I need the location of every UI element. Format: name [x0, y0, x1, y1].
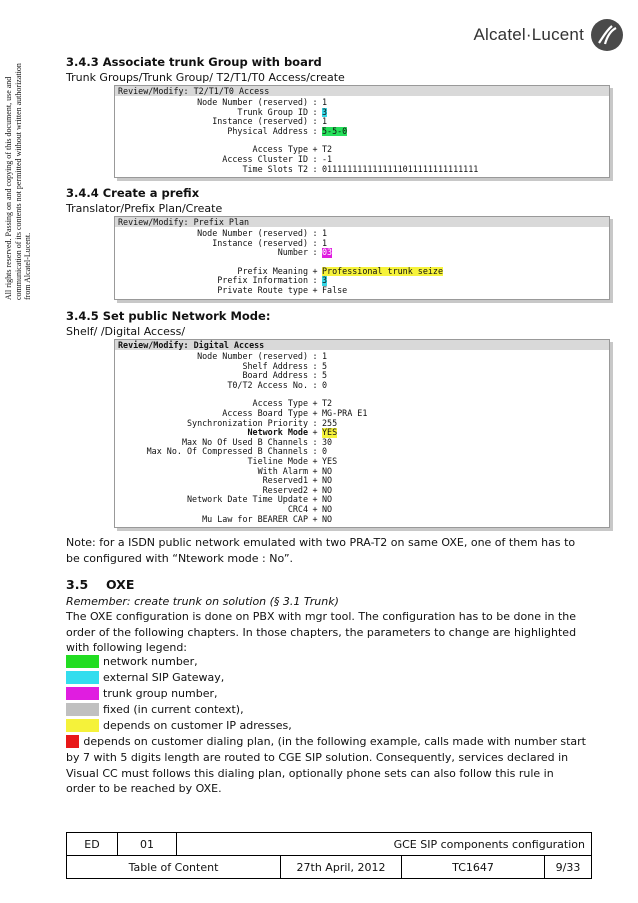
field-label: Network Date Time Update: [186, 494, 308, 505]
field-value: T2: [322, 398, 333, 409]
field-separator: :: [312, 436, 318, 447]
terminal-row: [115, 457, 609, 467]
terminal-row: [115, 505, 609, 515]
field-value: YES: [322, 427, 338, 438]
alcatel-lucent-mark-icon: [590, 18, 624, 52]
field-value: 30: [322, 436, 333, 447]
field-separator: :: [312, 97, 318, 107]
legend-swatch: [66, 687, 99, 700]
footer-ref: TC1647: [402, 856, 545, 879]
legend-swatch: [66, 655, 99, 668]
field-value: NO: [322, 503, 333, 514]
field-separator: :: [312, 237, 318, 248]
field-label: Node Number (reserved): [197, 97, 308, 107]
field-label: Board Address: [242, 370, 308, 381]
field-value: 0: [322, 446, 328, 457]
terminal-row: [115, 495, 609, 505]
field-label: Access Cluster ID: [222, 153, 308, 164]
field-separator: :: [312, 275, 318, 286]
field-value: 1: [322, 97, 328, 107]
terminal-row: [115, 165, 609, 175]
legend-text: fixed (in current context),: [103, 703, 244, 716]
field-label: T0/T2 Access No.: [227, 379, 308, 390]
field-separator: +: [312, 475, 318, 486]
field-value: 03: [322, 247, 333, 258]
legend-text: trunk group number,: [103, 687, 218, 700]
heading-3-4-4: 3.4.4 Create a prefix: [66, 186, 200, 200]
legend-swatch: [66, 671, 99, 684]
field-separator: :: [312, 370, 318, 381]
terminal-row: [115, 108, 609, 118]
terminal-spacer: [115, 390, 609, 399]
legend-item: [66, 734, 586, 749]
path-3-4-5: Shelf/ /Digital Access/: [66, 325, 186, 338]
footer-ed-value: 01: [118, 833, 177, 856]
field-value: NO: [322, 475, 333, 486]
copyright-notice: All rights reserved. Passing on and copying of this document, use and communication of its contents not permitted without written authorization from Alcatel-Lucent.: [4, 63, 32, 300]
terminal-row: [115, 362, 609, 372]
footer-date: 27th April, 2012: [281, 856, 402, 879]
footer-ed-label: ED: [67, 833, 118, 856]
field-label: Shelf Address: [242, 360, 308, 371]
field-separator: :: [312, 228, 318, 238]
terminal-row: [115, 515, 609, 525]
legend-item: [66, 670, 586, 685]
field-value: 1: [322, 116, 328, 127]
field-value: NO: [322, 513, 333, 524]
terminal-title: Review/Modify: Digital Access: [115, 340, 609, 350]
terminal-row: [115, 248, 609, 258]
field-separator: +: [312, 503, 318, 514]
brand-name: Alcatel·Lucent: [473, 25, 584, 44]
terminal-row: [115, 239, 609, 249]
field-label: Trunk Group ID: [237, 106, 308, 117]
terminal-prefix-plan: [114, 216, 610, 300]
field-value: NO: [322, 484, 333, 495]
copyright-sidebar: [4, 60, 38, 300]
terminal-row: [115, 98, 609, 108]
field-separator: +: [312, 407, 318, 418]
field-separator: +: [312, 284, 318, 295]
field-label: Private Route type: [217, 284, 308, 295]
field-separator: +: [312, 144, 318, 155]
legend-text: network number,: [103, 655, 198, 668]
terminal-row: [115, 447, 609, 457]
field-separator: :: [312, 417, 318, 428]
field-value: 1: [322, 228, 328, 238]
note-paragraph: Note: for a ISDN public network emulated with two PRA-T2 on same OXE, one of them has to be configured with “Ntework mode : No”.: [66, 536, 576, 565]
terminal-spacer: [115, 136, 609, 145]
field-value: 5: [322, 360, 328, 371]
footer-page: 9/33: [545, 856, 592, 879]
field-separator: :: [312, 247, 318, 258]
footer-section: Table of Content: [67, 856, 281, 879]
terminal-row: [115, 276, 609, 286]
field-label: Access Board Type: [222, 407, 308, 418]
field-value: 1: [322, 237, 328, 248]
field-label: Node Number (reserved): [197, 228, 308, 238]
terminal-row: [115, 267, 609, 277]
heading-3-5-number: 3.5: [66, 577, 89, 592]
path-3-4-3: Trunk Groups/Trunk Group/ T2/T1/T0 Access/create: [66, 71, 345, 84]
terminal-title: Review/Modify: Prefix Plan: [115, 217, 609, 227]
field-label: Max No. Of Compressed B Channels: [146, 446, 308, 457]
field-value: 5: [322, 370, 328, 381]
field-separator: +: [312, 513, 318, 524]
field-label: Instance (reserved): [212, 237, 308, 248]
field-label: Prefix Meaning: [237, 265, 308, 276]
field-separator: +: [312, 465, 318, 476]
field-value: 255: [322, 417, 338, 428]
heading-3-5-text: OXE: [106, 577, 135, 592]
terminal-row: [115, 127, 609, 137]
field-separator: :: [312, 106, 318, 117]
terminal-row: [115, 467, 609, 477]
path-3-4-4: Translator/Prefix Plan/Create: [66, 202, 223, 215]
terminal-t2-access: [114, 85, 610, 178]
heading-3-4-5: 3.4.5 Set public Network Mode:: [66, 309, 271, 323]
footer-doc-title: GCE SIP components configuration: [177, 833, 592, 856]
field-separator: :: [312, 125, 318, 136]
field-separator: +: [312, 398, 318, 409]
remember-line: Remember: create trunk on solution (§ 3.1 Trunk): [66, 595, 339, 608]
field-value: 1: [322, 351, 328, 361]
field-value: 0: [322, 379, 328, 390]
terminal-title: Review/Modify: T2/T1/T0 Access: [115, 86, 609, 96]
field-label: Max No Of Used B Channels: [181, 436, 308, 447]
field-label: Access Type: [252, 398, 308, 409]
terminal-row: [115, 352, 609, 362]
field-separator: :: [312, 153, 318, 164]
terminal-row: [115, 381, 609, 391]
brand-logo: [473, 18, 624, 52]
field-value: 3: [322, 106, 328, 117]
legend-swatch: [66, 719, 99, 732]
field-value: -1: [322, 153, 333, 164]
terminal-row: [115, 117, 609, 127]
heading-3-4-3: 3.4.3 Associate trunk Group with board: [66, 55, 322, 69]
legend-item: [66, 718, 586, 733]
field-separator: +: [312, 427, 318, 438]
field-label: Instance (reserved): [212, 116, 308, 127]
field-label: Reserved2: [262, 484, 308, 495]
field-separator: :: [312, 351, 318, 361]
field-label: Physical Address: [227, 125, 308, 136]
field-label: Node Number (reserved): [197, 351, 308, 361]
field-label: Reserved1: [262, 475, 308, 486]
field-value: T2: [322, 144, 333, 155]
field-label: Network Mode: [247, 427, 308, 438]
terminal-row: [115, 145, 609, 155]
field-value: 3: [322, 275, 328, 286]
field-label: Synchronization Priority: [186, 417, 308, 428]
field-value: NO: [322, 494, 333, 505]
terminal-row: [115, 476, 609, 486]
legend-text: depends on customer dialing plan, (in the following example, calls made with number start: [83, 735, 586, 748]
field-separator: :: [312, 360, 318, 371]
field-value: 5-5-0: [322, 125, 348, 136]
field-separator: :: [312, 446, 318, 457]
legend-item: [66, 686, 586, 701]
field-label: With Alarm: [257, 465, 308, 476]
field-value: False: [322, 284, 348, 295]
field-label: Tieline Mode: [247, 455, 308, 466]
footer-table: [66, 832, 592, 879]
field-separator: +: [312, 455, 318, 466]
legend-item: [66, 702, 586, 717]
field-value: MG-PRA E1: [322, 407, 368, 418]
field-separator: +: [312, 484, 318, 495]
field-label: Prefix Information: [217, 275, 308, 286]
terminal-row: [115, 419, 609, 429]
field-separator: :: [312, 163, 318, 174]
field-value: 0111111111111111011111111111111: [322, 163, 479, 174]
field-separator: :: [312, 379, 318, 390]
field-label: Number: [277, 247, 308, 258]
field-label: Mu Law for BEARER CAP: [202, 513, 308, 524]
field-separator: +: [312, 265, 318, 276]
field-value: NO: [322, 465, 333, 476]
intro-paragraph: The OXE configuration is done on PBX with mgr tool. The configuration has to be done in the order of the following chapters. In those chapters, the parameters to change are highlighted with following legend:: [66, 610, 577, 654]
field-label: CRC4: [287, 503, 308, 514]
field-value: YES: [322, 455, 338, 466]
legend-swatch: [66, 703, 99, 716]
field-value: Professional trunk seize: [322, 265, 444, 276]
field-separator: :: [312, 116, 318, 127]
terminal-row: [115, 371, 609, 381]
terminal-digital-access: [114, 339, 610, 528]
legend-continuation: by 7 with 5 digits length are routed to CGE SIP solution. Consequently, services declared in Visual CC must follows this dialing plan, optionally phone sets can also follow this rule in order to be reached by OXE.: [66, 751, 569, 795]
field-label: Time Slots T2: [242, 163, 308, 174]
terminal-row: [115, 229, 609, 239]
legend-item: [66, 654, 586, 669]
legend-text: depends on customer IP adresses,: [103, 719, 292, 732]
terminal-row: [115, 286, 609, 296]
legend-text: external SIP Gateway,: [103, 671, 225, 684]
field-separator: +: [312, 494, 318, 505]
field-label: Access Type: [252, 144, 308, 155]
legend-swatch: [66, 735, 79, 748]
